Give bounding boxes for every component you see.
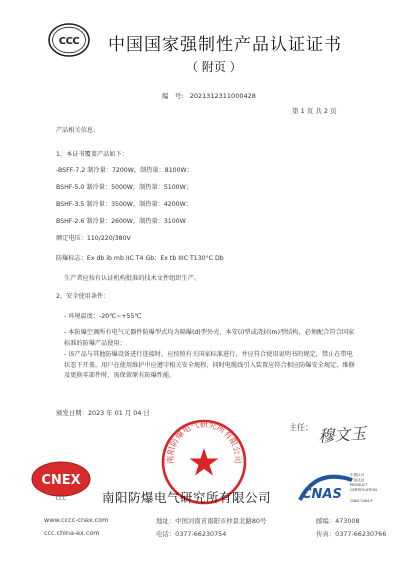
- cnex-logo: [30, 460, 92, 502]
- model-line: BSHF-3.5 制冷量：3500W，制热量：4200W；: [56, 201, 192, 208]
- footer-email: ccc.china-ex.com: [44, 529, 100, 537]
- ccc-logo-text: CCC: [58, 36, 80, 47]
- explosion-mark: 防爆标志：Ex db ib mb IIC T4 Gb；Ex tb IIIC T130°C Db: [56, 255, 224, 262]
- ccc-logo: [47, 22, 91, 58]
- footer-website: www.cccc-cnex.com: [44, 516, 109, 524]
- footer-address: 地址：中国河南省南阳市仲景北路80号: [156, 517, 267, 525]
- model-line: BSHF-2.6 制冷量：2600W，制热量：3100W: [56, 218, 186, 225]
- page-title: 中国国家强制性产品认证证书: [108, 35, 342, 55]
- production-note: 生产者应按有认证机构批准的技术文件组织生产。: [64, 275, 201, 282]
- cnas-logo-text: CNAS: [302, 487, 342, 502]
- cnas-line-1: 中国认可: [350, 473, 365, 477]
- cnas-line-4: CERTIFICATION: [350, 488, 377, 492]
- certificate-number-label: 编 号:: [162, 92, 184, 100]
- cnex-logo-sub: CCC: [55, 496, 67, 502]
- rated-voltage: 额定电压：110/220/380V: [56, 235, 131, 242]
- model-line: -BSFF-7.2 制冷量：7200W，制热量：8100W；: [56, 167, 193, 174]
- certificate-number-value: 2021312311000428: [189, 92, 256, 100]
- seal-text: 南阳防爆电气研究所有限公司: [165, 420, 243, 464]
- section-heading: 产品相关信息:: [56, 127, 96, 134]
- seal-star-icon: [190, 448, 219, 476]
- footer-fax: 传真：0377-66230766: [316, 530, 387, 538]
- ambient-temperature: - 环境温度：-20℃~+55℃: [64, 313, 142, 320]
- cnas-logo: [296, 470, 382, 506]
- director-label: 主任：: [289, 423, 313, 432]
- signature: [316, 420, 378, 446]
- cnas-line-5: CNAS C064-P: [350, 499, 373, 503]
- certificate-number: [162, 91, 256, 100]
- safety-condition-1: - 本防爆空调所有电气元器件防爆型式均为隔爆(d)型外壳、本安(i)型或浇封(m)型结构，必须配合符合国家标准的防爆产品使用；: [64, 329, 355, 347]
- issue-date: 颁发日期：2023 年 01 月 04 日: [56, 409, 150, 417]
- company-name: 南阳防爆电气研究所有限公司: [102, 490, 272, 505]
- safety-condition-2: - 该产品与其他防爆设备进行连接时，应按照有关国家标准进行，并应符合使用说明书的规定，禁止在带电状态下开盖。用户在使用维护中应遵守相关安全规程，同时电缆线引入装置应符合相应防爆安全规定，维修及更换零部件时，需保留原有防爆性能。: [64, 351, 355, 379]
- footer-postcode: 邮编：473008: [316, 517, 360, 525]
- cnas-line-3: PRODUCT: [350, 483, 368, 487]
- page-subtitle: （ 附页 ）: [186, 60, 242, 74]
- model-line: BSHF-5.0 制冷量：5000W，制热量：5100W；: [56, 184, 192, 191]
- covered-products-heading: 1、本证书覆盖产品如下：: [56, 151, 128, 158]
- footer-phone: 电话：0377-66230754: [156, 530, 227, 538]
- safety-conditions-heading: 2、安全使用条件：: [56, 293, 110, 300]
- cnex-logo-text: CNEX: [41, 473, 81, 488]
- signature-text: 穆文玉: [317, 423, 367, 446]
- cnas-line-2: 产品认证: [350, 478, 365, 482]
- page-info: 第 1 页 共 2 页: [292, 107, 337, 115]
